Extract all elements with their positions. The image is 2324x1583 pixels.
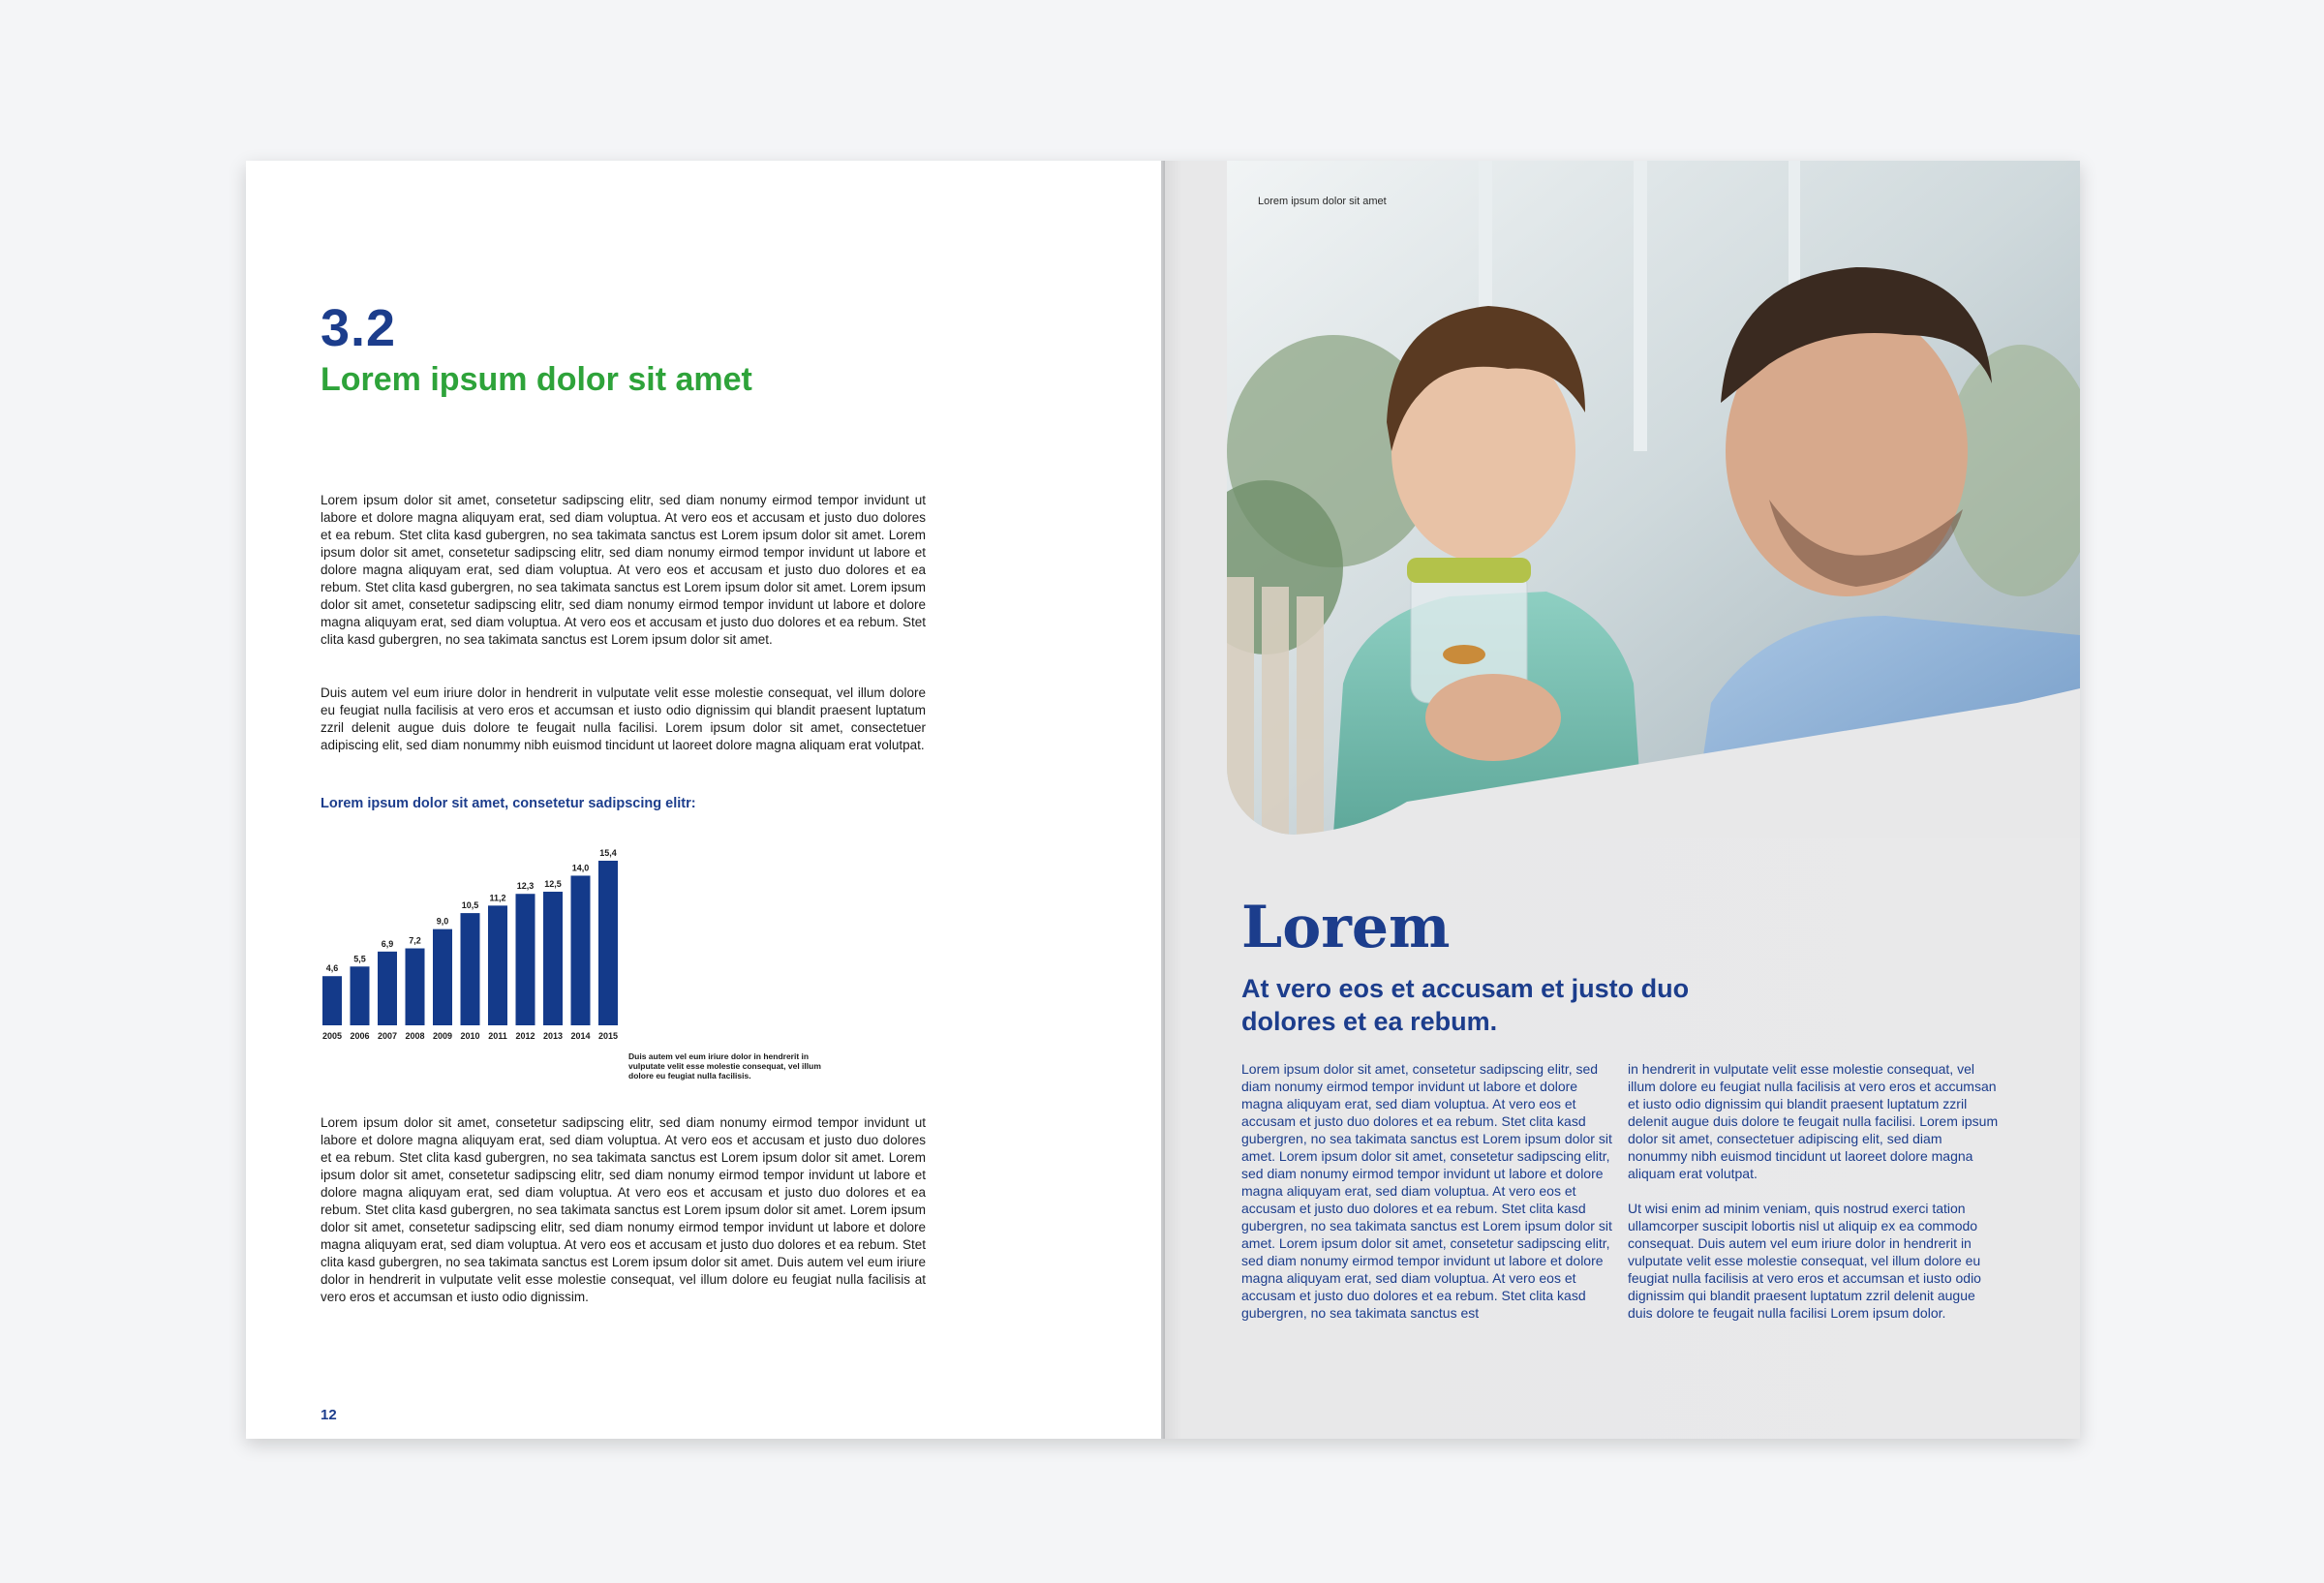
bar-value-label: 5,5 [353,954,366,964]
photo-diagonal-mask [1165,161,2080,838]
chart-note: Duis autem vel eum iriure dolor in hendrerit in vulputate velit esse molestie consequat, vel illum dolore eu feugiat nulla facilisis. [628,1051,821,1081]
section-title: Lorem [1241,894,1451,961]
x-tick-label: 2014 [570,1031,591,1041]
body-paragraph-3: Lorem ipsum dolor sit amet, consetetur sadipscing elitr, sed diam nonumy eirmod tempor invidunt ut labore et dolore magna aliquyam erat, sed diam voluptua. At vero eos et accusam et justo duo dolores et ea rebum. Stet clita kasd gubergren, no sea takimata sanctus est Lorem ipsum dolor sit amet. Lorem ipsum dolor sit amet, consetetur sadipscing elitr, sed diam nonumy eirmod tempor invidunt ut labore et dolore magna aliquyam erat, sed diam voluptua. At vero eos et accusam et justo duo dolores et ea rebum. Stet clita kasd gubergren, no sea takimata sanctus est Lorem ipsum dolor sit amet. Lorem ipsum dolor sit amet, consetetur sadipscing elitr, sed diam nonumy eirmod tempor invidunt ut labore et dolore magna aliquyam erat, sed diam voluptua. At vero eos et accusam et justo duo dolores et ea rebum. Stet clita kasd gubergren, no sea takimata sanctus est Lorem ipsum dolor sit amet. Duis autem vel eum iriure dolor in hendrerit in vulputate velit esse molestie consequat, vel illum dolore eu feugiat nulla facilisis at vero eros et accumsan et iusto odio dignissim. [321,1115,926,1304]
bar-value-label: 4,6 [325,963,339,974]
chapter-title: Lorem ipsum dolor sit amet [321,361,752,398]
bar-value-label: 15,4 [599,848,617,858]
x-tick-label: 2005 [321,1031,343,1041]
right-page [1165,161,2080,1439]
bar-2006 [351,966,370,1025]
x-tick-label: 2015 [597,1031,619,1041]
x-tick-label: 2009 [432,1031,453,1041]
running-head: Lorem ipsum dolor sit amet [1258,196,1387,207]
text-column-2 [1628,1060,2001,1339]
x-tick-label: 2007 [377,1031,398,1041]
bar-value-label: 9,0 [436,916,449,927]
x-tick-label: 2013 [542,1031,564,1041]
x-tick-label: 2010 [460,1031,480,1041]
bar-chart [321,848,863,1042]
column-2-paragraph-2: Ut wisi enim ad minim veniam, quis nostrud exerci tation ullamcorper suscipit lobortis nisl ut aliquip ex ea commodo consequat. Duis autem vel eum iriure dolor in hendrerit in vulputate velit esse molestie consequat, vel illum dolore eu feugiat nulla facilisis at vero eros et accumsan et iusto odio dignissim qui blandit praesent luptatum zzril delenit augue duis dolore te feugait nulla facilisi Lorem ipsum dolor. [1628,1201,1981,1321]
column-2-paragraph-1: in hendrerit in vulputate velit esse molestie consequat, vel illum dolore eu feugiat nulla facilisis at vero eros et accumsan et iusto odio dignissim qui blandit praesent luptatum zzril delenit augue duis dolore te feugait nulla facilisi. Lorem ipsum dolor sit amet, consectetuer adipiscing elit, sed diam nonummy nibh euismod tincidunt ut laoreet dolore magna aliquam erat volutpat. [1628,1061,1999,1181]
bar-value-label: 14,0 [571,863,590,873]
bar-2013 [543,892,563,1025]
x-tick-label: 2012 [515,1031,535,1041]
bar-value-label: 11,2 [489,893,506,903]
bar-value-label: 7,2 [409,935,421,946]
column-1-paragraph: Lorem ipsum dolor sit amet, consetetur sadipscing elitr, sed diam nonumy eirmod tempor invidunt ut labore et dolore magna aliquyam erat, sed diam voluptua. At vero eos et accusam et justo duo dolores et ea rebum. Stet clita kasd gubergren, no sea takimata sanctus est Lorem ipsum dolor sit amet. Lorem ipsum dolor sit amet, consetetur sadipscing elitr, sed diam nonumy eirmod tempor invidunt ut labore et dolore magna aliquyam erat, sed diam voluptua. At vero eos et accusam et justo duo dolores et ea rebum. Stet clita kasd gubergren, no sea takimata sanctus est Lorem ipsum dolor sit amet. Lorem ipsum dolor sit amet, consetetur sadipscing elitr, sed diam nonumy eirmod tempor invidunt ut labore et dolore magna aliquyam erat, sed diam voluptua. At vero eos et accusam et justo duo dolores et ea rebum. Stet clita kasd gubergren, no sea takimata sanctus est [1241,1061,1612,1321]
x-tick-label: 2006 [350,1031,370,1041]
x-tick-label: 2008 [405,1031,425,1041]
bar-2005 [322,976,342,1025]
bar-value-label: 12,3 [516,881,535,892]
page-number: 12 [321,1407,337,1423]
bar-2010 [461,913,480,1025]
text-column-1 [1241,1060,1614,1339]
bar-2014 [571,875,591,1025]
bar-2011 [488,905,507,1025]
brochure-spread [246,161,2080,1439]
section-subtitle: At vero eos et accusam et justo duo dolores et ea rebum. [1241,974,1690,1036]
bar-value-label: 12,5 [544,879,562,890]
bar-2008 [406,949,425,1025]
chapter-number: 3.2 [321,299,397,357]
chart-heading: Lorem ipsum dolor sit amet, consetetur sadipscing elitr: [321,796,696,811]
bar-value-label: 6,9 [381,938,394,949]
bar-2007 [378,952,397,1025]
bar-value-label: 10,5 [461,900,479,911]
bar-2015 [598,861,618,1025]
x-tick-label: 2011 [488,1031,507,1041]
left-page [246,161,1161,1439]
bar-2012 [516,894,535,1025]
bar-2009 [433,929,452,1025]
body-paragraph-2: Duis autem vel eum iriure dolor in hendrerit in vulputate velit esse molestie consequat, vel illum dolore eu feugiat nulla facilisis at vero eros et accumsan et iusto odio dignissim qui blandit praesent luptatum zzril delenit augue duis dolore te feugait nulla facilisi. Lorem ipsum dolor sit amet, consectetuer adipiscing elit, sed diam nonummy nibh euismod tincidunt ut laoreet dolore magna aliquam erat volutpat. [321,685,926,752]
body-paragraph-1: Lorem ipsum dolor sit amet, consetetur sadipscing elitr, sed diam nonumy eirmod tempor invidunt ut labore et dolore magna aliquyam erat, sed diam voluptua. At vero eos et accusam et justo duo dolores et ea rebum. Stet clita kasd gubergren, no sea takimata sanctus est Lorem ipsum dolor sit amet. Lorem ipsum dolor sit amet, consetetur sadipscing elitr, sed diam nonumy eirmod tempor invidunt ut labore et dolore magna aliquyam erat, sed diam voluptua. At vero eos et accusam et justo duo dolores et ea rebum. Stet clita kasd gubergren, no sea takimata sanctus est Lorem ipsum dolor sit amet. Lorem ipsum dolor sit amet, consetetur sadipscing elitr, sed diam nonumy eirmod tempor invidunt ut labore et dolore magna aliquyam erat, sed diam voluptua. At vero eos et accusam et justo duo dolores et ea rebum. Stet clita kasd gubergren, no sea takimata sanctus est Lorem ipsum dolor sit amet. [321,493,926,647]
